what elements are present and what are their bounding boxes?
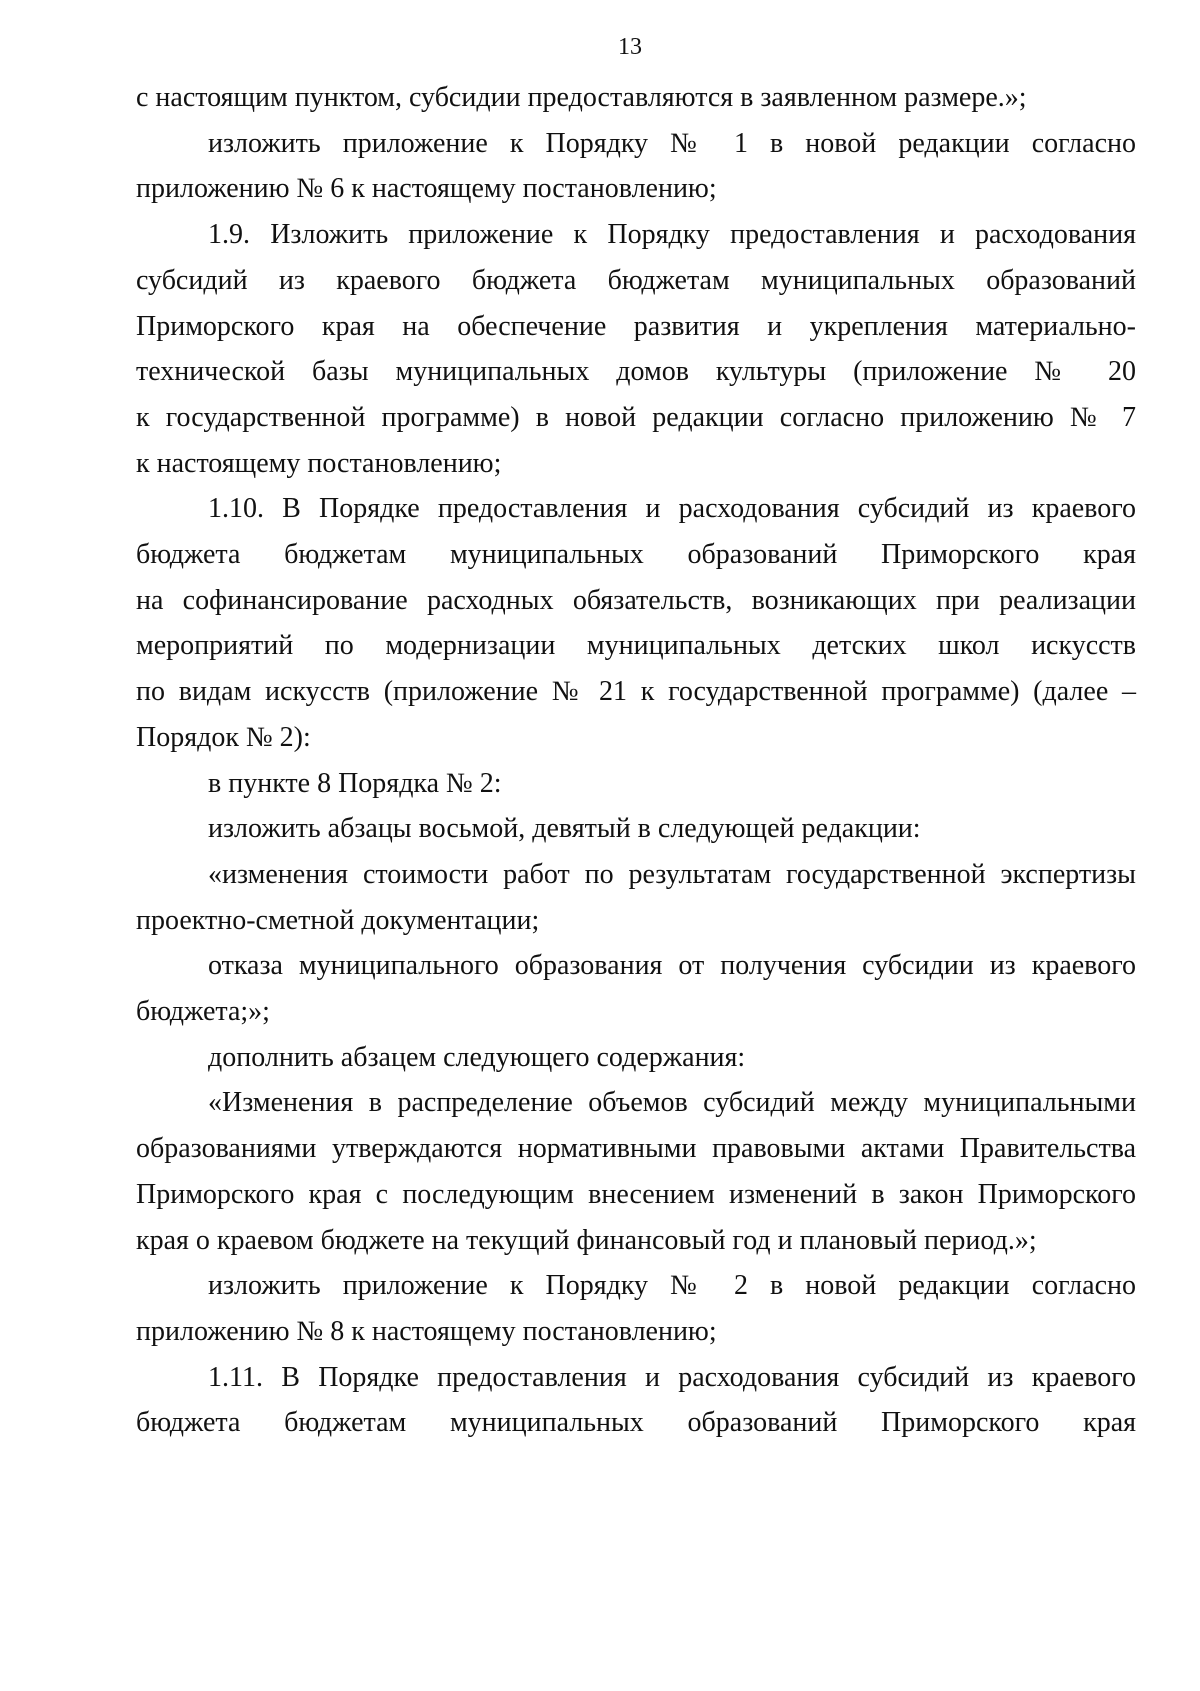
text-line: приложению № 8 к настоящему постановлению; — [136, 1315, 717, 1347]
text-line: Приморского края на обеспечение развития и укрепления материально- — [136, 310, 1136, 342]
text-line: проектно-сметной документации; — [136, 904, 540, 936]
text-line: бюджета;»; — [136, 996, 270, 1027]
text-line: к настоящему постановлению; — [136, 447, 502, 479]
text-line: 1.10. В Порядке предоставления и расходования субсидий из краевого — [208, 493, 1136, 525]
text-line: образованиями утверждаются нормативными правовыми актами Правительства — [136, 1133, 1136, 1165]
text-line: бюджета бюджетам муниципальных образований Приморского края — [136, 539, 1136, 570]
text-line: отказа муниципального образования от получения субсидии из краевого — [208, 950, 1136, 982]
text-line: изложить приложение к Порядку № 2 в новой редакции согласно — [208, 1270, 1136, 1302]
text-line: по видам искусств (приложение № 21 к государственной программе) (далее – — [136, 676, 1136, 708]
text-line: мероприятий по модернизации муниципальных детских школ искусств — [136, 630, 1136, 662]
text-line: изложить абзацы восьмой, девятый в следующей редакции: — [208, 813, 921, 845]
text-line: бюджета бюджетам муниципальных образований Приморского края — [136, 1407, 1136, 1439]
text-line: с настоящим пунктом, субсидии предоставляются в заявленном размере.»; — [136, 82, 1027, 113]
page-number: 13 — [618, 34, 642, 60]
text-line: края о краевом бюджете на текущий финансовый год и плановый период.»; — [136, 1224, 1037, 1256]
text-line: на софинансирование расходных обязательств, возникающих при реализации — [136, 584, 1136, 616]
text-line: технической базы муниципальных домов культуры (приложение № 20 — [136, 356, 1136, 388]
text-line: 1.9. Изложить приложение к Порядку предоставления и расходования — [208, 219, 1136, 251]
text-line: «изменения стоимости работ по результатам государственной экспертизы — [208, 858, 1136, 890]
text-line: к государственной программе) в новой редакции согласно приложению № 7 — [136, 401, 1136, 433]
text-line: в пункте 8 Порядка № 2: — [208, 767, 502, 799]
text-line: субсидий из краевого бюджета бюджетам муниципальных образований — [136, 264, 1136, 296]
text-line: «Изменения в распределение объемов субсидий между муниципальными — [208, 1087, 1136, 1119]
text-line: изложить приложение к Порядку № 1 в новой редакции согласно — [208, 127, 1136, 159]
text-line: Приморского края с последующим внесением изменений в закон Приморского — [136, 1178, 1136, 1210]
text-line: приложению № 6 к настоящему постановлению; — [136, 173, 717, 205]
text-line: дополнить абзацем следующего содержания: — [208, 1041, 746, 1073]
text-line: 1.11. В Порядке предоставления и расходования субсидий из краевого — [208, 1361, 1136, 1393]
text-line: Порядок № 2): — [136, 721, 311, 753]
